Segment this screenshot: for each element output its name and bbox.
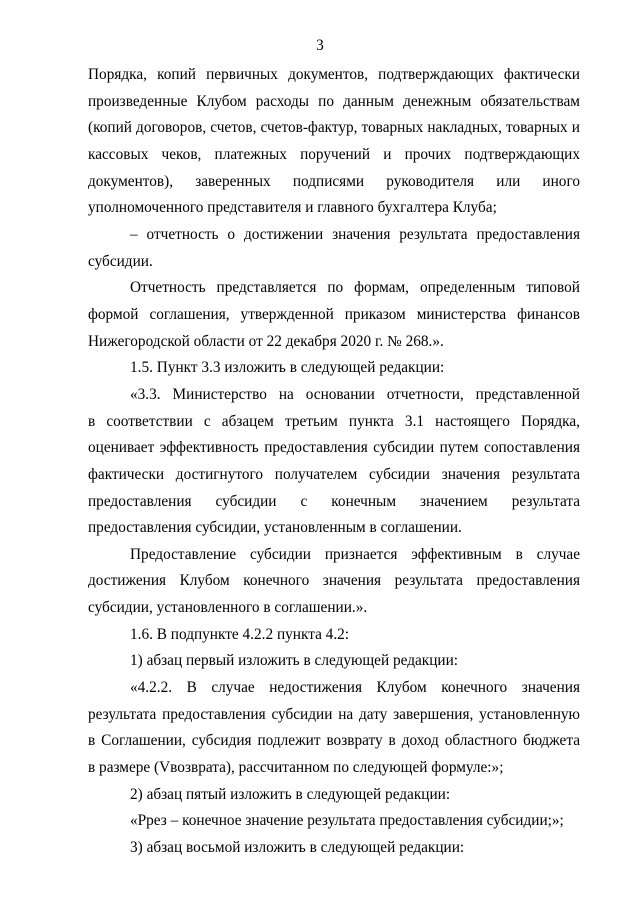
text-line: документов), заверенных подписями руководителя или иного	[88, 172, 580, 190]
text-line: субсидии, установленного в соглашении.».	[88, 599, 368, 617]
text-line: субсидии.	[88, 252, 153, 270]
text-line: достижения Клубом конечного значения результата предоставления	[88, 572, 580, 590]
text-line: «3.3. Министерство на основании отчетности, представленной	[130, 385, 580, 403]
text-line: кассовых чеков, платежных поручений и прочих подтверждающих	[88, 145, 580, 163]
text-line: произведенные Клубом расходы по данным денежным обязательствам	[88, 92, 580, 110]
text-line: Отчетность представляется по формам, определенным типовой	[130, 279, 580, 297]
text-line: уполномоченного представителя и главного бухгалтера Клуба;	[88, 199, 497, 217]
text-line: Порядка, копий первичных документов, подтверждающих фактически	[88, 66, 580, 83]
text-line: в размере (Vвозврата), рассчитанном по следующей формуле:»;	[88, 759, 504, 777]
text-line: в соответствии с абзацем третьим пункта 3.1 настоящего Порядка,	[88, 412, 580, 430]
text-line: результата предоставления субсидии на дату завершения, установленную	[88, 705, 580, 723]
text-line: Нижегородской области от 22 декабря 2020 г. № 268.».	[88, 332, 444, 350]
text-line: в Соглашении, субсидия подлежит возврату в доход областного бюджета	[88, 732, 580, 750]
text-line: «4.2.2. В случае недостижения Клубом конечного значения	[130, 679, 580, 697]
text-line: 1.6. В подпункте 4.2.2 пункта 4.2:	[130, 625, 350, 643]
text-line: (копий договоров, счетов, счетов-фактур, товарных накладных, товарных и	[88, 119, 580, 137]
text-line: предоставления субсидии, установленным в соглашении.	[88, 519, 462, 537]
text-line: формой соглашения, утвержденной приказом министерства финансов	[88, 305, 580, 323]
text-line: «Ррез – конечное значение результата предоставления субсидии;»;	[130, 812, 564, 830]
text-line: фактически достигнутого получателем субсидии значения результата	[88, 465, 580, 483]
text-line: 3) абзац восьмой изложить в следующей редакции:	[130, 839, 465, 857]
document-body	[88, 62, 580, 862]
text-line: предоставления субсидии с конечным значением результата	[88, 492, 580, 510]
page-number: 3	[316, 37, 324, 54]
text-line: 1.5. Пункт 3.3 изложить в следующей редакции:	[130, 359, 445, 377]
text-line: оценивает эффективность предоставления субсидии путем сопоставления	[88, 439, 580, 457]
text-line: – отчетность о достижении значения результата предоставления	[130, 225, 580, 243]
text-line: 2) абзац пятый изложить в следующей редакции:	[130, 785, 451, 803]
text-line: 1) абзац первый изложить в следующей редакции:	[130, 652, 459, 670]
text-line: Предоставление субсидии признается эффективным в случае	[130, 545, 580, 563]
